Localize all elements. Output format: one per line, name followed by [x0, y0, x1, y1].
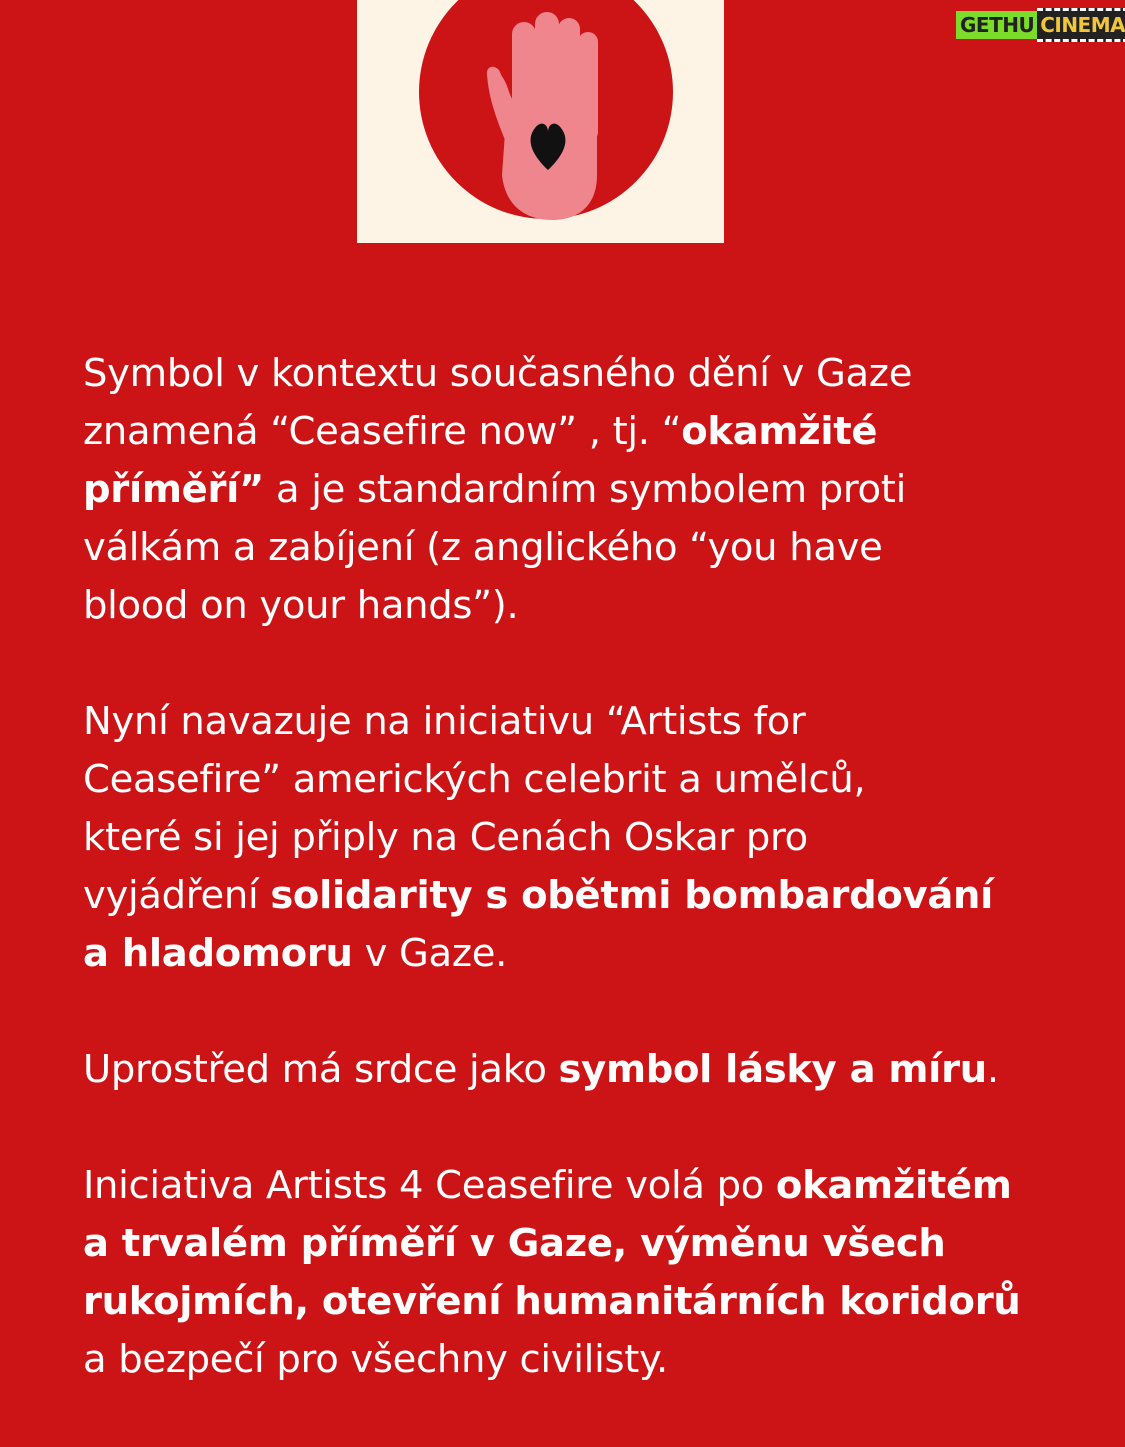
emblem-card	[357, 0, 724, 243]
text-segment: Nyní navazuje na iniciativu “Artists for	[83, 699, 806, 744]
text-segment: vyjádření	[83, 873, 271, 918]
raised-hand-heart-icon	[357, 0, 724, 243]
text-segment: které si jej připly na Cenách Oskar pro	[83, 815, 808, 860]
text-line	[83, 751, 1083, 809]
text-segment: Uprostřed má srdce jako	[83, 1047, 559, 1092]
bold-text: rukojmích, otevření humanitárních koridorů	[83, 1279, 1021, 1324]
bold-text: příměří”	[83, 467, 265, 512]
text-line	[83, 403, 1083, 461]
text-line	[83, 809, 1083, 867]
text-segment: válkám a zabíjení (z anglického “you have	[83, 525, 883, 570]
watermark-right: CINEMA	[1037, 8, 1125, 42]
text-line	[83, 577, 1083, 635]
text-line	[83, 461, 1083, 519]
watermark-left: GETHU	[956, 11, 1037, 39]
text-segment: a je standardním symbolem proti	[264, 467, 906, 512]
text-line	[83, 1041, 1083, 1099]
bold-text: okamžité	[681, 409, 878, 454]
bold-text: a hladomoru	[83, 931, 353, 976]
bold-text: symbol lásky a míru	[558, 1047, 987, 1092]
text-segment: v Gaze.	[352, 931, 508, 976]
text-segment: Symbol v kontextu současného dění v Gaze	[83, 351, 913, 396]
text-line	[83, 1157, 1083, 1215]
text-line	[83, 519, 1083, 577]
text-segment: a bezpečí pro všechny civilisty.	[83, 1337, 668, 1382]
text-line	[83, 925, 1083, 983]
paragraph-3	[83, 1041, 1083, 1099]
text-line	[83, 1273, 1083, 1331]
text-line	[83, 1215, 1083, 1273]
bold-text: okamžitém	[775, 1163, 1012, 1208]
bold-text: a trvalém příměří v Gaze, výměnu všech	[83, 1221, 946, 1266]
watermark-logo	[956, 6, 1125, 44]
text-segment: Ceasefire” amerických celebrit a umělců,	[83, 757, 866, 802]
text-segment: .	[986, 1047, 999, 1092]
text-segment: znamená “Ceasefire now” , tj. “	[83, 409, 682, 454]
bold-text: solidarity s obětmi bombardování	[270, 873, 994, 918]
paragraph-2	[83, 693, 1083, 983]
text-line	[83, 867, 1083, 925]
text-segment: Iniciativa Artists 4 Ceasefire volá po	[83, 1163, 776, 1208]
text-segment: blood on your hands”).	[83, 583, 519, 628]
paragraph-1	[83, 345, 1083, 635]
text-line	[83, 693, 1083, 751]
text-line	[83, 1331, 1083, 1389]
paragraph-4	[83, 1157, 1083, 1389]
text-content	[83, 345, 1083, 1447]
text-line	[83, 345, 1083, 403]
